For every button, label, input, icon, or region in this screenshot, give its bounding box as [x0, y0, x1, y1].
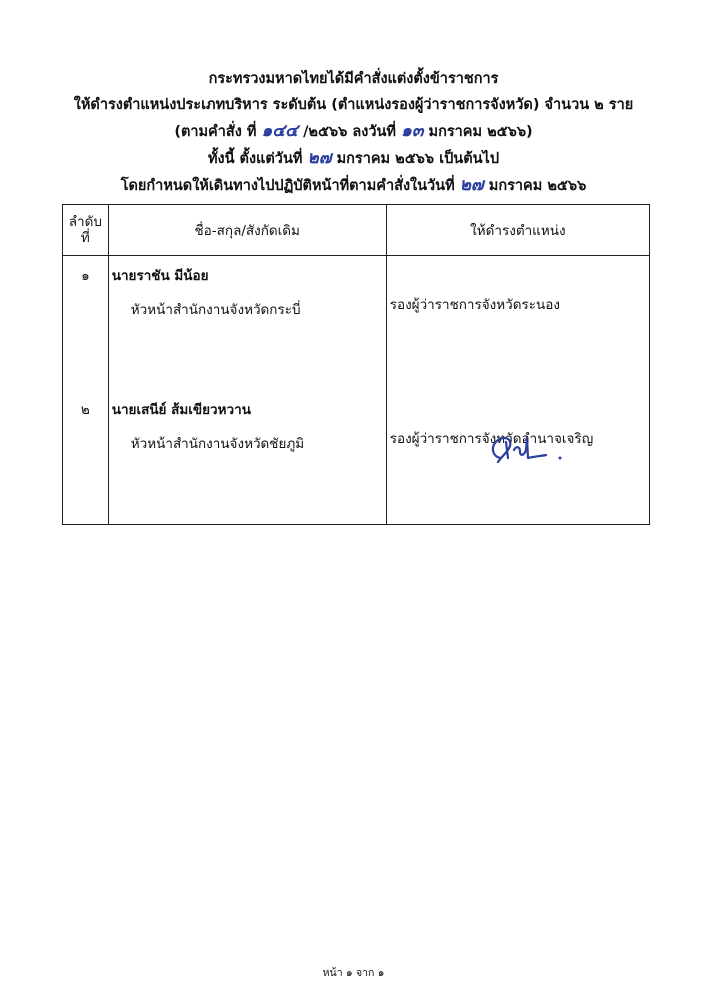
- table-header-row: [63, 205, 650, 256]
- travel-suffix: มกราคม ๒๕๖๖: [488, 178, 587, 194]
- travel-day-handwritten: ๒๗: [459, 175, 484, 195]
- header-line-1: กระทรวงมหาดไทยได้มีคำสั่งแต่งตั้งข้าราชการ: [208, 71, 499, 87]
- former-position: หัวหน้าสำนักงานจังหวัดกระบี่: [130, 302, 301, 318]
- order-day-handwritten: ๑๓: [401, 121, 424, 141]
- column-header-name: ชื่อ-สกุล/สังกัดเดิม: [108, 205, 386, 256]
- person-name: นายราชัน มีน้อย: [111, 268, 209, 284]
- row-number: ๒: [63, 390, 109, 525]
- effective-prefix: ทั้งนี้ ตั้งแต่วันที่: [207, 151, 303, 167]
- order-number-handwritten: ๑๔๔: [261, 121, 299, 141]
- table-row: [63, 256, 650, 391]
- order-ref-middle: /๒๕๖๖ ลงวันที่: [303, 124, 396, 140]
- former-position: หัวหน้าสำนักงานจังหวัดชัยภูมิ: [130, 436, 305, 452]
- new-position: รองผู้ว่าราชการจังหวัดอำนาจเจริญ: [386, 390, 649, 525]
- new-position: รองผู้ว่าราชการจังหวัดระนอง: [386, 256, 649, 391]
- effective-day-handwritten: ๒๗: [307, 148, 332, 168]
- column-header-no: ลำดับ ที่: [63, 205, 109, 256]
- header-line-3: [0, 118, 707, 145]
- document-header: [0, 66, 707, 199]
- appointment-table: [62, 204, 650, 525]
- name-cell: [108, 390, 386, 525]
- page-number: หน้า ๑ จาก ๑: [322, 967, 385, 979]
- order-ref-suffix: มกราคม ๒๕๖๖): [428, 124, 533, 140]
- effective-suffix: มกราคม ๒๕๖๖ เป็นต้นไป: [336, 151, 500, 167]
- column-header-position: ให้ดำรงตำแหน่ง: [386, 205, 649, 256]
- person-name: นายเสนีย์ ส้มเขียวหวาน: [111, 402, 251, 418]
- header-line-2: ให้ดำรงตำแหน่งประเภทบริหาร ระดับต้น (ตำแหน่งรองผู้ว่าราชการจังหวัด) จำนวน ๒ ราย: [73, 97, 634, 113]
- name-cell: [108, 256, 386, 391]
- header-line-4: [0, 145, 707, 172]
- handwritten-signature: [486, 428, 566, 468]
- header-line-5: [0, 172, 707, 199]
- order-ref-prefix: (ตามคำสั่ง ที่: [174, 124, 257, 140]
- row-number: ๑: [63, 256, 109, 391]
- travel-prefix: โดยกำหนดให้เดินทางไปปฏิบัติหน้าที่ตามคำสั่งในวันที่: [120, 178, 455, 194]
